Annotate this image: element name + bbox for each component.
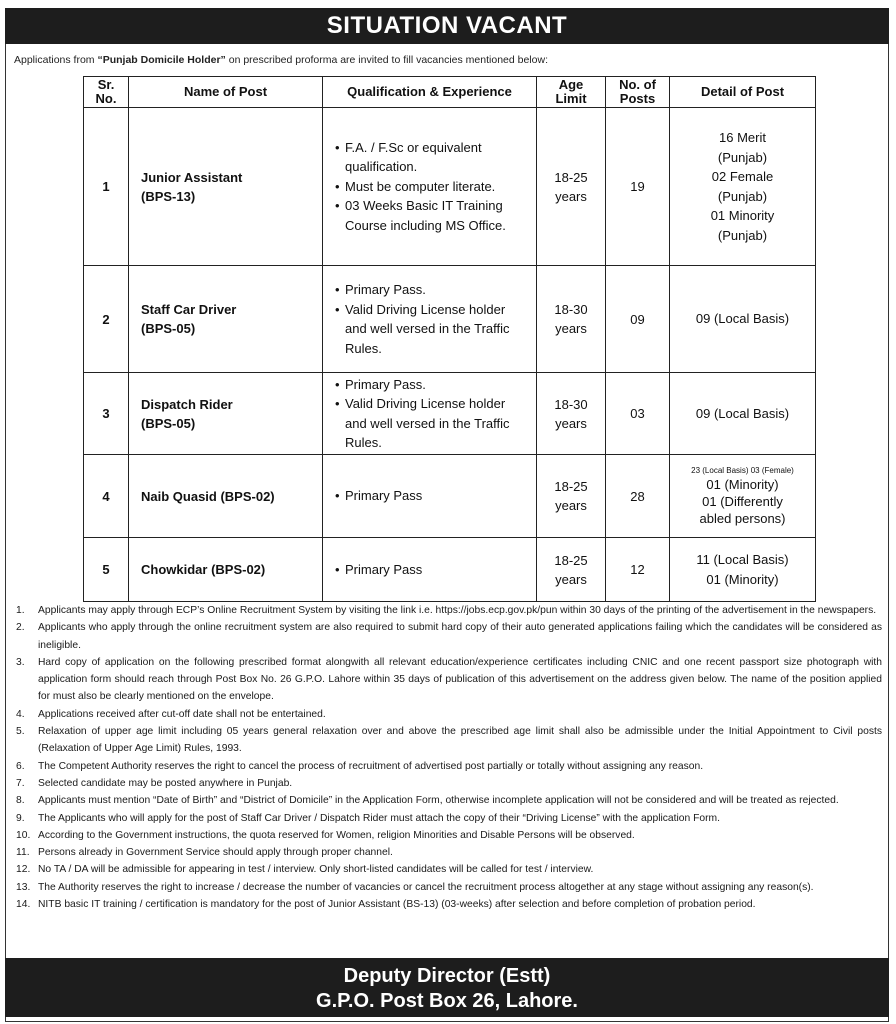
note-number: 7. <box>16 777 25 789</box>
post-name: Staff Car Driver <box>141 302 237 317</box>
cell-qualification <box>323 455 537 538</box>
detail-line: 09 (Local Basis) <box>695 405 790 421</box>
intro-text <box>14 54 548 66</box>
post-name: Junior Assistant <box>141 169 243 185</box>
note-number: 3. <box>16 656 25 668</box>
note-text: The Applicants who will apply for the post of Staff Car Driver / Dispatch Rider must attach the copy of their “Driving License” with the application Form. <box>38 812 720 824</box>
note-text: The Authority reserves the right to increase / decrease the number of vacancies or cancel the recruitment process altogether at any stage without assigning any reason(s). <box>38 881 814 893</box>
detail-line: (Punjab) <box>717 227 768 243</box>
list-item <box>16 810 882 827</box>
footer-designation: Deputy Director (Estt) <box>343 965 551 987</box>
age-range: 18-30 <box>554 396 588 412</box>
detail-line: (Punjab) <box>717 188 768 204</box>
cell-age <box>537 538 606 602</box>
age-unit: years <box>555 415 587 431</box>
header-name-of-post: Name of Post <box>129 77 323 108</box>
note-number: 2. <box>16 622 25 634</box>
intro-prefix: Applications from <box>14 54 98 66</box>
list-item <box>16 879 882 896</box>
cell-qualification <box>323 538 537 602</box>
age-unit: years <box>555 321 587 336</box>
age-unit: years <box>555 498 587 513</box>
table-row <box>84 373 816 455</box>
footer-signature <box>5 958 889 1017</box>
note-number: 11. <box>16 847 30 859</box>
note-number: 9. <box>16 812 25 824</box>
cell-qualification <box>323 266 537 373</box>
detail-line: 01 (Minority) <box>706 477 779 492</box>
intro-highlight: “Punjab Domicile Holder” <box>97 54 226 66</box>
header-age-limit: Age Limit <box>537 77 606 108</box>
header-detail-of-post: Detail of Post <box>670 77 816 108</box>
cell-sr: 4 <box>84 455 129 538</box>
table-row <box>84 538 816 602</box>
page-title: SITUATION VACANT <box>5 8 889 44</box>
cell-name <box>129 373 323 455</box>
cell-posts: 28 <box>606 455 670 538</box>
cell-age <box>537 266 606 373</box>
table-header-row <box>84 77 816 108</box>
cell-detail <box>670 455 816 538</box>
note-text: Selected candidate may be posted anywhere in Punjab. <box>38 777 293 789</box>
post-name: Dispatch Rider <box>141 396 233 412</box>
list-item <box>16 775 882 792</box>
note-text: Hard copy of application on the following prescribed format alongwith all relevant education/experience certificates including CNIC and one recent passport size photograph with application form should reach through Post Box No. 26 G.P.O. Lahore within 35 days of publication of this advertisement on the address given below. The name of the position applied for must also be clearly mentioned on the envelope. <box>38 656 882 703</box>
detail-line: abled persons) <box>699 511 786 526</box>
intro-suffix: on prescribed proforma are invited to fill vacancies mentioned below: <box>225 54 548 66</box>
table-row <box>84 455 816 538</box>
qualification-item: • Primary Pass <box>335 486 530 506</box>
qualification-item: • 03 Weeks Basic IT Training Course including MS Office. <box>335 196 530 235</box>
post-bps: (BPS-05) <box>141 415 196 431</box>
note-text: Applicants must mention “Date of Birth” and “District of Domicile” in the Application Form, otherwise incomplete application will not be considered and will be treated as rejected. <box>38 795 839 807</box>
note-number: 1. <box>16 605 25 616</box>
header-sr-no: Sr. No. <box>84 77 129 108</box>
instructions-list <box>16 602 882 913</box>
note-number: 10. <box>16 829 31 841</box>
note-number: 4. <box>16 708 25 720</box>
cell-name <box>129 538 323 602</box>
cell-sr: 1 <box>84 108 129 266</box>
cell-detail <box>670 108 816 266</box>
detail-line: 16 Merit <box>719 130 766 145</box>
qualification-item: • Primary Pass. <box>335 280 530 300</box>
note-text: Applications received after cut-off date shall not be entertained. <box>38 708 326 720</box>
cell-age <box>537 108 606 266</box>
note-text: Persons already in Government Service should apply through proper channel. <box>38 847 393 859</box>
post-name: Chowkidar (BPS-02) <box>141 562 266 577</box>
note-number: 12. <box>16 864 31 876</box>
age-unit: years <box>555 571 587 587</box>
note-text: Applicants who apply through the online recruitment system are also required to submit hard copy of their auto generated applications failing which the candidates will be considered as ineligible. <box>38 622 882 651</box>
note-number: 6. <box>16 760 25 772</box>
detail-line: 11 (Local Basis) <box>696 552 789 567</box>
detail-line: 01 (Minority) <box>706 571 779 587</box>
detail-line: 09 (Local Basis) <box>695 311 790 327</box>
qualification-item: • Valid Driving License holder and well versed in the Traffic Rules. <box>335 394 530 453</box>
note-text: Applicants may apply through ECP’s Online Recruitment System by visiting the link i.e. https://jobs.ecp.gov.pk/pun within 30 days of the printing of the advertisement in the newspapers. <box>38 605 877 616</box>
cell-posts: 09 <box>606 266 670 373</box>
post-bps: (BPS-13) <box>141 188 196 204</box>
cell-sr: 5 <box>84 538 129 602</box>
cell-name <box>129 266 323 373</box>
cell-posts: 03 <box>606 373 670 455</box>
list-item <box>16 706 882 723</box>
cell-name <box>129 108 323 266</box>
footer-address: G.P.O. Post Box 26, Lahore. <box>316 990 578 1012</box>
list-item <box>16 792 882 809</box>
detail-line-small: 23 (Local Basis) 03 (Female) <box>691 466 794 475</box>
detail-line: 01 Minority <box>710 208 775 223</box>
cell-sr: 3 <box>84 373 129 455</box>
list-item <box>16 896 882 913</box>
cell-age <box>537 455 606 538</box>
note-text: The Competent Authority reserves the right to cancel the process of recruitment of advertised post partially or totally without assigning any reason. <box>38 760 704 772</box>
header-qualification: Qualification & Experience <box>323 77 537 108</box>
list-item <box>16 602 882 619</box>
age-unit: years <box>555 188 587 204</box>
cell-qualification <box>323 108 537 266</box>
vacancy-table <box>83 76 816 602</box>
note-text: NITB basic IT training / certification is mandatory for the post of Junior Assistant (BS-13) (03-weeks) after selection and before completion of probation period. <box>38 899 756 911</box>
list-item <box>16 758 882 775</box>
note-text: Relaxation of upper age limit including 05 years general relaxation over and above the prescribed age limit shall also be admissible under the Initial Appointment to Civil posts (Relaxation of Upper Age Limit) Rules, 1993. <box>38 726 882 755</box>
age-range: 18-30 <box>554 302 588 317</box>
detail-line: 02 Female <box>711 169 774 184</box>
table-row <box>84 108 816 266</box>
age-range: 18-25 <box>554 479 588 494</box>
age-range: 18-25 <box>554 552 588 568</box>
qualification-item: • Primary Pass <box>335 560 530 580</box>
list-item <box>16 827 882 844</box>
note-text: No TA / DA will be admissible for appearing in test / interview. Only short-listed candidates will be called for test / interview. <box>38 864 594 876</box>
list-item <box>16 619 882 654</box>
cell-qualification <box>323 373 537 455</box>
list-item <box>16 654 882 706</box>
cell-sr: 2 <box>84 266 129 373</box>
post-name: Naib Quasid (BPS-02) <box>141 488 275 504</box>
cell-age <box>537 373 606 455</box>
age-range: 18-25 <box>554 169 588 185</box>
cell-detail <box>670 373 816 455</box>
note-number: 14. <box>16 899 31 911</box>
cell-name <box>129 455 323 538</box>
post-bps: (BPS-05) <box>141 321 196 336</box>
qualification-item: • Valid Driving License holder and well versed in the Traffic Rules. <box>335 300 530 359</box>
qualification-item: • Must be computer literate. <box>335 177 530 197</box>
list-item <box>16 844 882 861</box>
note-text: According to the Government instructions, the quota reserved for Women, religion Minorities and Disable Persons will be observed. <box>38 829 635 841</box>
cell-posts: 12 <box>606 538 670 602</box>
list-item <box>16 861 882 878</box>
detail-line: (Punjab) <box>717 149 768 165</box>
cell-detail <box>670 538 816 602</box>
detail-line: 01 (Differently <box>702 494 783 509</box>
cell-detail <box>670 266 816 373</box>
list-item <box>16 723 882 758</box>
qualification-item: • F.A. / F.Sc or equivalent qualification. <box>335 138 530 177</box>
note-number: 8. <box>16 795 25 807</box>
qualification-item: • Primary Pass. <box>335 375 530 395</box>
header-no-of-posts: No. of Posts <box>606 77 670 108</box>
table-row <box>84 266 816 373</box>
note-number: 13. <box>16 881 31 893</box>
note-number: 5. <box>16 726 25 738</box>
cell-posts: 19 <box>606 108 670 266</box>
